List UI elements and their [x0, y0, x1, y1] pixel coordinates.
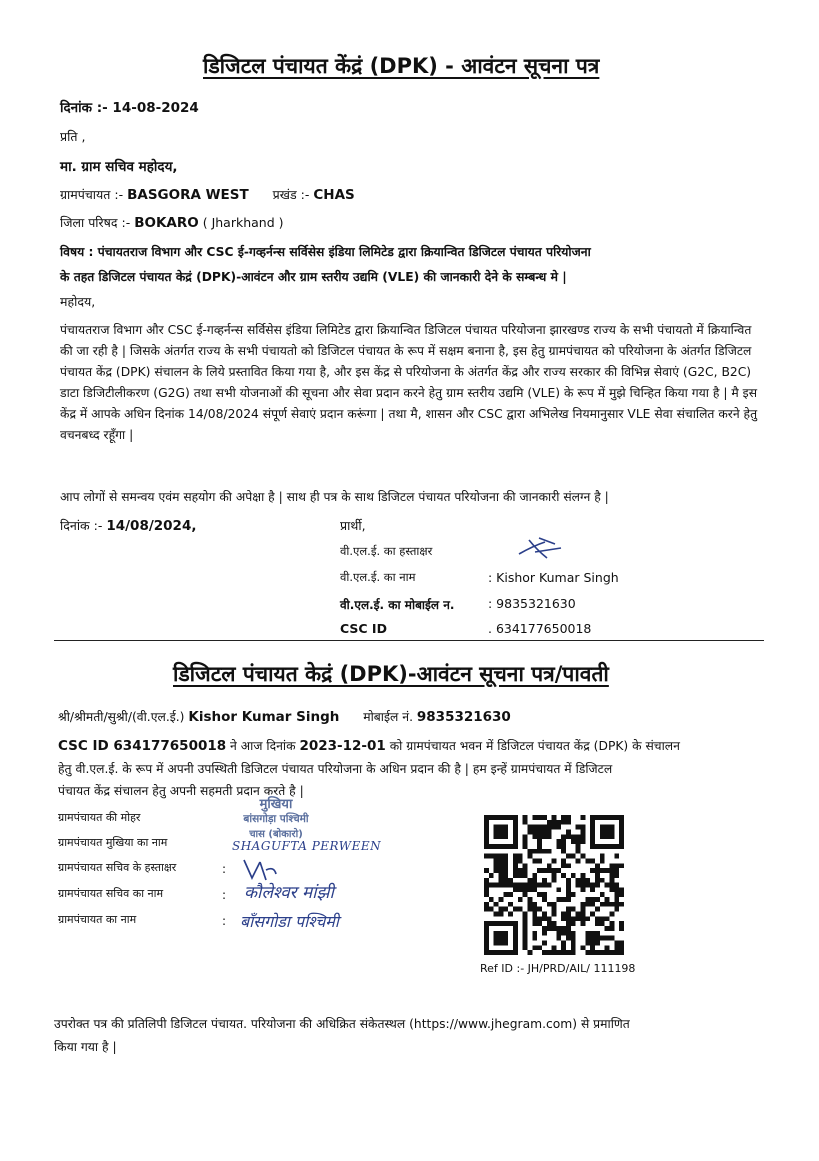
panchayat-name-label: ग्रामपंचायत का नाम [58, 913, 137, 926]
qr-code [484, 815, 624, 955]
stamp-line-1: मुखिया [259, 797, 293, 812]
cooperation-line: आप लोगों से समन्वय एवंम सहयोग की अपेक्षा है | साथ ही पत्र के साथ डिजिटल पंचायत परियोजना की जानकारी संलग्न है | [60, 490, 609, 504]
vle-name-label: वी.एल.ई. का नाम [340, 570, 416, 584]
receipt-vle-line [58, 708, 511, 725]
receipt-mobile-label: मोबाईल नं. [363, 710, 417, 724]
receipt-line-1 [58, 737, 680, 754]
letter-title: डिजिटल पंचायत केंद्रं (DPK) - आवंटन सूचना पत्र [203, 54, 600, 78]
csc-id-label: CSC ID [340, 621, 387, 636]
district-line [60, 214, 284, 231]
mukhiya-name-label: ग्रामपंचायत मुखिया का नाम [58, 836, 168, 849]
section-divider [54, 640, 764, 641]
colon-3: : [222, 914, 227, 928]
shri-value: Kishor Kumar Singh [188, 709, 340, 725]
subject-line-2: के तहत डिजिटल पंचायत केद्रं (DPK)-आवंटन और ग्राम स्तरीय उद्यमि (VLE) की जानकारी देने के सम्बन्ध मे | [60, 270, 567, 284]
vle-signature [515, 534, 565, 562]
stamp-line-3: चास (बोकारो) [249, 829, 303, 840]
prati-text: प्रति , [60, 129, 86, 144]
mukhiya-stamp [218, 794, 334, 840]
colon-1: : [222, 862, 227, 876]
receipt-line1-mid: ने आज दिनांक [226, 739, 300, 753]
subject-line-1: विषय : पंचायतराज विभाग और CSC ई-गव्हर्नन्स सर्विसेस इंडिया लिमिटेड द्वारा क्रियान्वित डिजिटल पंचायत परियोजना [60, 245, 591, 259]
secretary-name-label: ग्रामपंचायत सचिव का नाम [58, 887, 164, 900]
date2-label: दिनांक :- [60, 518, 107, 533]
body-paragraph: पंचायतराज विभाग और CSC ई-गव्हर्नन्स सर्विसेस इंडिया लिमिटेड द्वारा क्रियान्वित डिजिटल पंचायत परियोजना झारखण्ड राज्य के सभी पंचायतो में क्रियान्वित की जा रही है | जिसके अंतर्गत राज्य के सभी पंचायतो को डिजिटल पंचायत के रूप में सक्षम बनाना है, इस हेतु ग्रामपंचायत को परियोजना के अंतर्गत डिजिटल पंचायत केंद्र (DPK) संचालन के लिये प्रस्तावित किया गया है, और इस केंद्र से परियोजना के अंतर्गत केंद्र और राज्य सरकार की विभिन्न सेवाएं (G2C, B2C) डाटा डिजिटीलीकरण (G2G) तथा सभी योजनाओं की सूचना और सेवा प्रदान करने हेतु ग्राम स्तरीय उद्यमि (VLE) के रूप में मुझे चिन्हित किया गया है | मै इस केंद्र में आपके अधिन दिनांक 14/08/2024 संपूर्ण सेवाएं प्रदान करूंगा | तथा मै, शासन और CSC द्वारा अभिलेख नियमानुसार VLE सेवा संचालित करने हेतु वचनबध्द रहूँगा | [60, 323, 758, 442]
date2-line [60, 517, 196, 534]
receipt-line-3: पंचायत केंद्र संचालन हेतु अपनी सहमती प्रदान करते है | [58, 784, 304, 798]
block-value: CHAS [313, 187, 355, 203]
footer-line-2: किया गया है | [54, 1040, 117, 1054]
letter-date: दिनांक :- 14-08-2024 [60, 100, 199, 116]
district-value: BOKARO [134, 215, 199, 231]
secretary-sign-label: ग्रामपंचायत सचिव के हस्ताक्षर [58, 861, 177, 874]
secretary-name-handwritten: कौलेश्वर मांझी [244, 883, 334, 903]
receipt-line1-rest: को ग्रामपंचायत भवन में डिजिटल पंचायत केंद्र (DPK) के संचालन [385, 739, 680, 753]
colon-2: : [222, 888, 227, 902]
vle-name-value: : Kishor Kumar Singh [488, 570, 619, 585]
receipt-title: डिजिटल पंचायत केद्रं (DPK)-आवंटन सूचना पत्र/पावती [173, 662, 609, 686]
addressee: मा. ग्राम सचिव महोदय, [60, 159, 178, 175]
receipt-date: 2023-12-01 [299, 738, 386, 754]
gp-block-line [60, 186, 355, 203]
ref-id: Ref ID :- JH/PRD/AIL/ 111198 [480, 962, 636, 975]
panchayat-name-handwritten: बाँसगोडा पश्चिमी [240, 912, 339, 931]
receipt-csc-id: CSC ID 634177650018 [58, 738, 227, 754]
mukhiya-name-handwritten: SHAGUFTA PERWEEN [232, 839, 382, 853]
salutation: महोदय, [60, 294, 96, 309]
applicant-label: प्रार्थी, [340, 518, 366, 533]
date2-value: 14/08/2024, [106, 518, 197, 534]
gp-value: BASGORA WEST [127, 187, 249, 203]
state-value: ( Jharkhand ) [202, 215, 284, 230]
receipt-mobile-value: 9835321630 [416, 709, 511, 725]
footer-line-1: उपरोक्त पत्र की प्रतिलिपी डिजिटल पंचायत. परियोजना की अधिक्रित संकेतस्थल (https://www.jhegram.com) से प्रमाणित [54, 1017, 630, 1031]
district-label: जिला परिषद :- [60, 215, 135, 230]
stamp-line-2: बांसगोड़ा पश्चिमी [243, 813, 309, 825]
stamp-label: ग्रामपंचायत की मोहर [58, 811, 141, 824]
csc-id-value: . 634177650018 [488, 621, 592, 636]
vle-mobile-value: : 9835321630 [488, 596, 576, 611]
vle-mobile-label: वी.एल.ई. का मोबाईल न. [340, 598, 455, 612]
block-label: प्रखंड :- [272, 187, 314, 202]
shri-label: श्री/श्रीमती/सुश्री/(वी.एल.ई.) [58, 710, 189, 724]
vle-sign-label: वी.एल.ई. का हस्ताक्षर [340, 544, 433, 558]
receipt-line-2: हेतु वी.एल.ई. के रूप में अपनी उपस्थिती डिजिटल पंचायत परियोजना के अधिन प्रदान की है | हम इन्हें ग्रामपंचायत में डिजिटल [58, 762, 613, 776]
gp-label: ग्रामपंचायत :- [60, 187, 128, 202]
